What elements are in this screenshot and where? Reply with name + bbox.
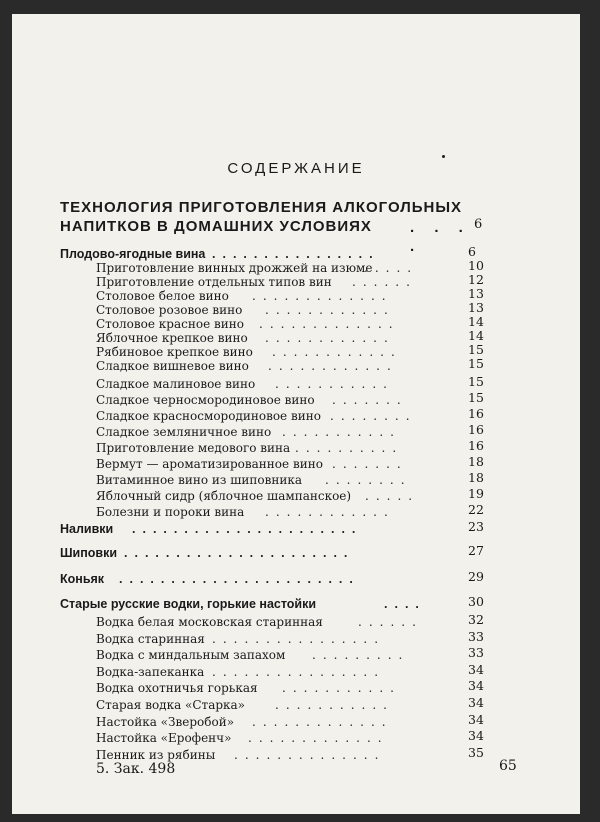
- toc-entry-title: Водка охотничья горькая: [96, 681, 258, 695]
- toc-entry-title: Сладкое малиновое вино: [96, 377, 256, 391]
- leader-dots: ......: [352, 275, 417, 289]
- leader-dots: .............: [259, 317, 400, 331]
- toc-entry-page: 34: [468, 695, 484, 710]
- toc-entry-title: Сладкое черносмородиновое вино: [96, 393, 315, 407]
- toc-entry: [96, 714, 442, 730]
- toc-entry-title: Старые русские водки, горькие настойки: [60, 597, 317, 611]
- toc-group: [60, 571, 442, 587]
- leader-dots: ................: [212, 632, 386, 646]
- toc-entry: [96, 488, 442, 504]
- toc-entry-title: Вермут — ароматизированное вино: [96, 457, 323, 471]
- toc-entry-page: 15: [468, 390, 484, 405]
- toc-entry-page: 6: [468, 244, 476, 259]
- toc-entry-title: Столовое розовое вино: [96, 303, 243, 317]
- toc-entry: [96, 504, 442, 520]
- toc-entry: [96, 680, 442, 696]
- leader-dots: .....: [364, 261, 419, 275]
- toc-entry-title: Приготовление отдельных типов вин: [96, 275, 332, 289]
- toc-entry-title: Старая водка «Старка»: [96, 698, 246, 712]
- book-page: [12, 14, 580, 814]
- toc-group: [60, 521, 442, 537]
- toc-entry-page: 16: [468, 438, 484, 453]
- leader-dots: . . . .: [410, 219, 471, 255]
- leader-dots: .....: [365, 489, 420, 503]
- toc-entry-title: Водка старинная: [96, 632, 205, 646]
- toc-entry-title: Водка с миндальным запахом: [96, 648, 286, 662]
- toc-entry-title: Столовое красное вино: [96, 317, 244, 331]
- toc-entry: [96, 456, 442, 472]
- leader-dots: ............: [265, 505, 395, 519]
- toc-entry-page: 16: [468, 422, 484, 437]
- leader-dots: .......: [332, 393, 408, 407]
- toc-entry-page: 15: [468, 342, 484, 357]
- toc-entry-page: 35: [468, 745, 484, 760]
- toc-entry-page: 23: [468, 519, 484, 534]
- leader-dots: ................: [212, 665, 386, 679]
- ink-speck: [442, 155, 445, 158]
- toc-entry-title: Настойка «Зверобой»: [96, 715, 235, 729]
- toc-entry-page: 10: [468, 258, 484, 273]
- toc-entry-page: 18: [468, 470, 484, 485]
- toc-entry-title: Сладкое земляничное вино: [96, 425, 272, 439]
- leader-dots: ............: [265, 331, 395, 345]
- section-title-line1: ТЕХНОЛОГИЯ ПРИГОТОВЛЕНИЯ АЛКОГОЛЬНЫХ: [60, 199, 463, 216]
- toc-entry-page: 34: [468, 678, 484, 693]
- leader-dots: ............: [265, 303, 395, 317]
- leader-dots: ...........: [282, 681, 401, 695]
- leader-dots: ...........: [282, 425, 401, 439]
- leader-dots: ...........: [275, 698, 394, 712]
- toc-entry-page: 14: [468, 328, 484, 343]
- toc-entry-title: Пенник из рябины: [96, 748, 216, 762]
- leader-dots: .............: [252, 715, 393, 729]
- toc-entry: [96, 376, 442, 392]
- leader-dots: ........: [325, 473, 412, 487]
- leader-dots: ...........: [275, 377, 394, 391]
- toc-entry: [96, 358, 442, 374]
- leader-dots: ..........: [295, 441, 404, 455]
- leader-dots: .........: [312, 648, 410, 662]
- toc-entry-title: Приготовление винных дрожжей на изюме: [96, 261, 373, 275]
- leader-dots: ................: [212, 247, 380, 261]
- toc-entry-page: 18: [468, 454, 484, 469]
- toc-entry: [96, 392, 442, 408]
- toc-entry-title: Водка-запеканка: [96, 665, 205, 679]
- leader-dots: ..............: [234, 748, 386, 762]
- toc-entry-title: Сладкое красносмородиновое вино: [96, 409, 321, 423]
- toc-entry: [96, 408, 442, 424]
- printer-signature: 5. Зак. 498: [96, 761, 176, 777]
- toc-entry-page: 13: [468, 286, 484, 301]
- toc-entry: [96, 647, 442, 663]
- toc-entry-page: 13: [468, 300, 484, 315]
- leader-dots: .......: [332, 457, 408, 471]
- toc-entry-page: 30: [468, 594, 484, 609]
- toc-entry-title: Настойка «Ерофенч»: [96, 731, 232, 745]
- toc-entry-page: 34: [468, 712, 484, 727]
- page-number: 65: [499, 758, 517, 774]
- toc-entry: [96, 730, 442, 746]
- toc-group: [60, 545, 442, 561]
- toc-entry: [96, 631, 442, 647]
- leader-dots: ............: [268, 359, 398, 373]
- toc-entry-page: 14: [468, 314, 484, 329]
- leader-dots: .............: [248, 731, 389, 745]
- toc-entry-page: 33: [468, 645, 484, 660]
- toc-entry-page: 27: [468, 543, 484, 558]
- toc-entry-page: 33: [468, 629, 484, 644]
- toc-entry-page: 34: [468, 728, 484, 743]
- toc-entry: [96, 424, 442, 440]
- toc-entry-title: Водка белая московская старинная: [96, 615, 323, 629]
- page-heading: СОДЕРЖАНИЕ: [227, 160, 365, 177]
- toc-entry-page: 19: [468, 486, 484, 501]
- leader-dots: .............: [252, 289, 393, 303]
- toc-entry-page: 12: [468, 272, 484, 287]
- toc-entry-title: Яблочное крепкое вино: [96, 331, 248, 345]
- toc-entry-title: Рябиновое крепкое вино: [96, 345, 253, 359]
- toc-entry-page: 34: [468, 662, 484, 677]
- toc-entry: [96, 697, 442, 713]
- toc-entry-title: Яблочный сидр (яблочное шампанское): [96, 489, 352, 503]
- toc-entry-title: Плодово-ягодные вина: [60, 247, 206, 261]
- toc-entry: [96, 614, 442, 630]
- leader-dots: ......................: [124, 546, 355, 560]
- leader-dots: ......: [358, 615, 423, 629]
- toc-entry-page: 32: [468, 612, 484, 627]
- toc-entry-page: 15: [468, 356, 484, 371]
- toc-entry: [96, 472, 442, 488]
- toc-entry-title: Приготовление медового вина: [96, 441, 291, 455]
- toc-entry: [96, 440, 442, 456]
- leader-dots: ....: [384, 597, 426, 611]
- toc-entry-title: Болезни и пороки вина: [96, 505, 245, 519]
- toc-entry: [96, 664, 442, 680]
- leader-dots: ......................: [132, 522, 363, 536]
- toc-group: [60, 596, 442, 612]
- toc-entry-title: Наливки: [60, 522, 114, 536]
- section-page: 6: [474, 217, 483, 232]
- toc-entry-page: 16: [468, 406, 484, 421]
- toc-entry-page: 15: [468, 374, 484, 389]
- toc-entry-title: Коньяк: [60, 572, 105, 586]
- toc-entry-title: Шиповки: [60, 546, 118, 560]
- toc-entry-title: Столовое белое вино: [96, 289, 229, 303]
- toc-entry-title: Сладкое вишневое вино: [96, 359, 249, 373]
- leader-dots: .......................: [119, 572, 360, 586]
- toc-entry-title: Витаминное вино из шиповника: [96, 473, 303, 487]
- toc-entry-page: 29: [468, 569, 484, 584]
- leader-dots: ........: [330, 409, 417, 423]
- leader-dots: ............: [272, 345, 402, 359]
- section-title-line2: НАПИТКОВ В ДОМАШНИХ УСЛОВИЯХ: [60, 218, 372, 235]
- toc-entry-page: 22: [468, 502, 484, 517]
